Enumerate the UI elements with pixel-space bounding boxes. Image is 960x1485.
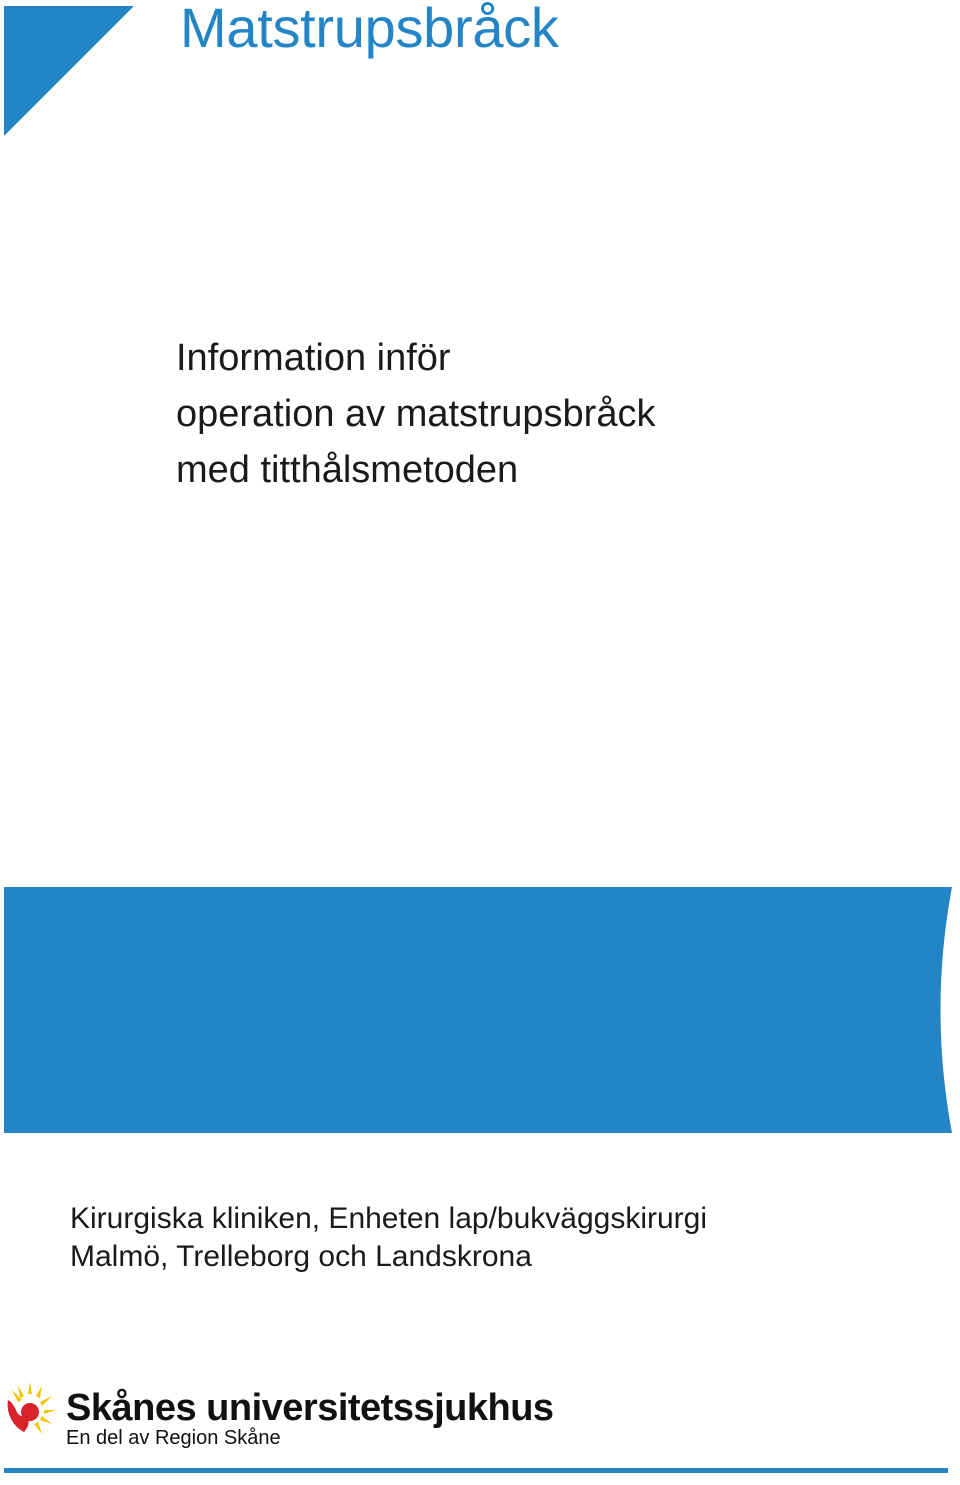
document-subtitle: [176, 330, 655, 498]
logo-tagline: En del av Region Skåne: [66, 1427, 281, 1449]
bottom-divider: [4, 1468, 948, 1473]
subtitle-line: Information inför: [176, 337, 451, 379]
blue-banner-band: [4, 887, 952, 1133]
clinic-line: Malmö, Trelleborg och Landskrona: [70, 1240, 532, 1273]
clinic-line: Kirurgiska kliniken, Enheten lap/bukväggskirurgi: [70, 1202, 708, 1235]
subtitle-line: med titthålsmetoden: [176, 449, 519, 491]
hospital-logo: [4, 1380, 554, 1452]
corner-triangle-decoration: [4, 6, 134, 136]
sun-logo-icon: [4, 1382, 56, 1434]
subtitle-line: operation av matstrupsbråck: [176, 393, 656, 435]
clinic-info: [70, 1200, 707, 1276]
logo-name: Skånes universitetssjukhus: [66, 1387, 554, 1429]
document-title: Matstrupsbråck: [180, 0, 559, 59]
